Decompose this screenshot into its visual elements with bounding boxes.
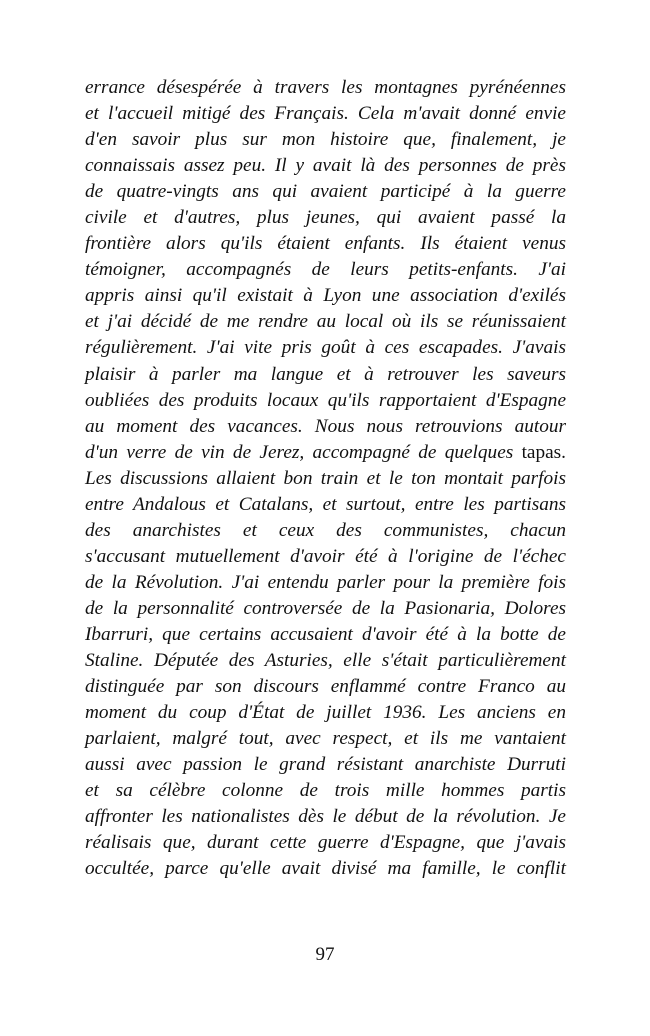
text-line bbox=[85, 127, 566, 153]
text-line-content: de quatre-vingts ans qui avaient participé à la guerre bbox=[85, 181, 566, 203]
text-line-content: distinguée par son discours enflammé contre Franco au bbox=[85, 676, 566, 698]
text-line-content: Les discussions allaient bon train et le ton montait parfois bbox=[85, 467, 566, 489]
text-line bbox=[85, 570, 566, 596]
text-line bbox=[85, 440, 566, 466]
text-line bbox=[85, 362, 566, 388]
text-line-content: errance désespérée à travers les montagnes pyrénéennes bbox=[85, 77, 566, 98]
text-line-content: témoigner, accompagnés de leurs petits-enfants. J'ai bbox=[85, 259, 566, 281]
text-line bbox=[85, 231, 566, 257]
text-line bbox=[85, 309, 566, 335]
text-line-content: réalisais que, durant cette guerre d'Espagne, que j'avais bbox=[85, 832, 566, 854]
text-line bbox=[85, 466, 566, 492]
text-line bbox=[85, 648, 566, 674]
text-line bbox=[85, 257, 566, 283]
text-line bbox=[85, 674, 566, 700]
text-line-content: et l'accueil mitigé des Français. Cela m'avait donné envie bbox=[85, 103, 566, 125]
text-line-content: appris ainsi qu'il existait à Lyon une association d'exilés bbox=[85, 285, 566, 307]
text-line-content: moment du coup d'État de juillet 1936. Les anciens en bbox=[85, 702, 566, 724]
text-line-content: et sa célèbre colonne de trois mille hommes partis bbox=[85, 780, 566, 802]
text-line-content: occultée, parce qu'elle avait divisé ma famille, le conflit bbox=[85, 858, 566, 880]
text-line-content: Ibarruri, que certains accusaient d'avoir été à la botte de bbox=[85, 623, 566, 645]
text-line bbox=[85, 726, 566, 752]
text-line bbox=[85, 596, 566, 622]
text-line bbox=[85, 622, 566, 648]
text-line-content: aussi avec passion le grand résistant anarchiste Durruti bbox=[85, 754, 566, 776]
text-line bbox=[85, 283, 566, 309]
text-line-content: parlaient, malgré tout, avec respect, et ils me vantaient bbox=[85, 728, 566, 750]
text-line-content: entre Andalous et Catalans, et surtout, entre les partisans bbox=[85, 493, 566, 515]
text-line bbox=[85, 830, 566, 856]
page-number: 97 bbox=[315, 944, 335, 965]
text-line-content: frontière alors qu'ils étaient enfants. Ils étaient venus bbox=[85, 233, 566, 255]
text-line-content: au moment des vacances. Nous nous retrouvions autour bbox=[85, 415, 566, 437]
text-line bbox=[85, 179, 566, 205]
text-line bbox=[85, 414, 566, 440]
text-line-content: connaissais assez peu. Il y avait là des personnes de près bbox=[85, 155, 566, 177]
text-line-content: s'accusant mutuellement d'avoir été à l'origine de l'échec bbox=[85, 545, 566, 567]
text-line bbox=[85, 75, 566, 101]
text-line bbox=[85, 492, 566, 518]
text-line bbox=[85, 778, 566, 804]
text-line bbox=[85, 205, 566, 231]
text-line-content: d'un verre de vin de Jerez, accompagné de quelques bbox=[85, 441, 514, 463]
text-line-content: d'en savoir plus sur mon histoire que, finalement, je bbox=[85, 129, 566, 151]
text-line-content: civile et d'autres, plus jeunes, qui avaient passé la bbox=[85, 207, 566, 229]
text-line bbox=[85, 388, 566, 414]
body-text bbox=[85, 75, 566, 882]
text-line bbox=[85, 101, 566, 127]
text-line bbox=[85, 856, 566, 882]
text-line bbox=[85, 700, 566, 726]
text-line-content: des anarchistes et ceux des communistes, chacun bbox=[85, 519, 566, 541]
text-line bbox=[85, 335, 566, 361]
text-line-content: Staline. Députée des Asturies, elle s'était particulièrement bbox=[85, 650, 566, 672]
text-line bbox=[85, 804, 566, 830]
text-line-content: régulièrement. J'ai vite pris goût à ces escapades. J'avais bbox=[85, 337, 566, 359]
text-line bbox=[85, 544, 566, 570]
text-line bbox=[85, 153, 566, 179]
text-line-content: affronter les nationalistes dès le début de la révolution. Je bbox=[85, 806, 566, 828]
roman-word: tapas. bbox=[521, 441, 566, 463]
text-line-content: oubliées des produits locaux qu'ils rapportaient d'Espagne bbox=[85, 389, 566, 411]
text-line-content: de la Révolution. J'ai entendu parler pour la première fois bbox=[85, 571, 566, 593]
text-line bbox=[85, 752, 566, 778]
text-line-content: plaisir à parler ma langue et à retrouver les saveurs bbox=[85, 363, 566, 385]
text-line-content: et j'ai décidé de me rendre au local où ils se réunissaient bbox=[85, 311, 566, 333]
text-line bbox=[85, 518, 566, 544]
text-line-content: de la personnalité controversée de la Pasionaria, Dolores bbox=[85, 597, 566, 619]
